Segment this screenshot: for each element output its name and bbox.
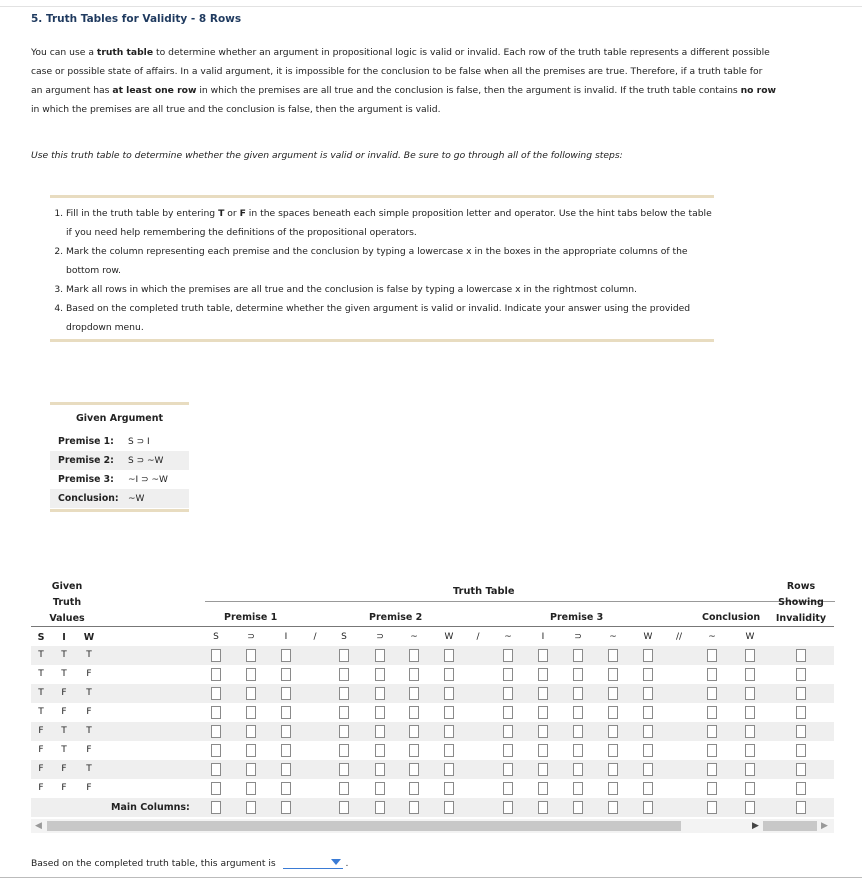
- truth-value-input[interactable]: [281, 649, 291, 662]
- truth-value-input[interactable]: [503, 668, 513, 681]
- column-header: ~: [609, 632, 617, 642]
- intro-text: in which the premises are all true and the conclusion is false, then the argument is invalid. If the truth table contains: [196, 85, 741, 96]
- truth-value-input[interactable]: [745, 668, 755, 681]
- column-header: ~: [410, 632, 418, 642]
- premise-2-row: [50, 451, 189, 470]
- validity-dropdown[interactable]: [283, 857, 343, 869]
- truth-value-input[interactable]: [643, 744, 653, 757]
- truth-value-input[interactable]: [707, 725, 717, 738]
- truth-value-input[interactable]: [444, 744, 454, 757]
- premise-label: Premise 2:: [58, 455, 114, 466]
- truth-value-input[interactable]: [707, 687, 717, 700]
- intro-text: to determine whether an argument in propositional logic is valid or invalid. Each row of the truth table represents a different possible case or possible state of affairs. In a valid argument, it is impossible for the conclusion to be false when all the premises are true. Therefore, if a truth table for an argument has: [31, 47, 770, 96]
- truth-value-input[interactable]: [375, 687, 385, 700]
- scrollbar-thumb[interactable]: [763, 821, 817, 831]
- truth-value-input[interactable]: [339, 725, 349, 738]
- truth-value-input[interactable]: [503, 687, 513, 700]
- main-column-marker-input[interactable]: [608, 801, 618, 814]
- truth-value-input[interactable]: [503, 782, 513, 795]
- invalidity-marker-box[interactable]: [796, 706, 806, 719]
- truth-value-input[interactable]: [503, 725, 513, 738]
- step-bold: T: [218, 208, 225, 219]
- answer-period: .: [345, 858, 349, 869]
- conclusion-header: Conclusion: [702, 612, 761, 623]
- premise-formula: S ⊃ I: [128, 436, 150, 447]
- truth-value-input[interactable]: [246, 763, 256, 776]
- truth-value-input[interactable]: [281, 744, 291, 757]
- truth-value-input[interactable]: [409, 744, 419, 757]
- given-value: T: [38, 650, 44, 660]
- truth-value-input[interactable]: [503, 706, 513, 719]
- header-rule: [31, 626, 834, 627]
- intro-text: in which the premises are all true and the conclusion is false, then the argument is valid.: [31, 104, 441, 115]
- main-column-marker-input[interactable]: [643, 801, 653, 814]
- truth-value-input[interactable]: [281, 668, 291, 681]
- main-column-marker-input[interactable]: [246, 801, 256, 814]
- truth-value-input[interactable]: [339, 668, 349, 681]
- truth-value-input[interactable]: [643, 706, 653, 719]
- given-value: T: [86, 688, 92, 698]
- separator: //: [675, 632, 683, 642]
- column-header: ⊃: [574, 632, 582, 642]
- truth-value-input[interactable]: [409, 782, 419, 795]
- truth-value-input[interactable]: [246, 706, 256, 719]
- truth-value-input[interactable]: [375, 744, 385, 757]
- scroll-left-icon[interactable]: ◀: [35, 821, 42, 831]
- main-column-marker-input[interactable]: [339, 801, 349, 814]
- step-4: 4. Based on the completed truth table, determine whether the given argument is valid or invalid. Indicate your answer using the provided dropdown menu.: [66, 299, 714, 337]
- given-value: F: [86, 669, 92, 679]
- truth-value-input[interactable]: [608, 763, 618, 776]
- given-value: F: [61, 688, 67, 698]
- step-text: Fill in the truth table by entering: [66, 208, 219, 219]
- truth-value-input[interactable]: [246, 744, 256, 757]
- answer-sentence: [31, 857, 348, 869]
- truth-value-input[interactable]: [707, 782, 717, 795]
- truth-value-input[interactable]: [573, 725, 583, 738]
- truth-value-input[interactable]: [211, 649, 221, 662]
- truth-value-input[interactable]: [211, 687, 221, 700]
- truth-value-input[interactable]: [538, 725, 548, 738]
- truth-table-title: Truth Table: [453, 586, 515, 597]
- truth-value-input[interactable]: [375, 668, 385, 681]
- truth-value-input[interactable]: [608, 706, 618, 719]
- truth-value-input[interactable]: [707, 706, 717, 719]
- truth-value-input[interactable]: [375, 725, 385, 738]
- truth-value-input[interactable]: [538, 782, 548, 795]
- column-header: ~: [504, 632, 512, 642]
- column-header: ⊃: [376, 632, 384, 642]
- truth-value-input[interactable]: [246, 668, 256, 681]
- truth-table-rule: [205, 601, 835, 602]
- invalidity-marker-box[interactable]: [796, 744, 806, 757]
- column-header: W: [745, 632, 755, 642]
- page-title: 5. Truth Tables for Validity - 8 Rows: [31, 13, 242, 25]
- truth-value-input[interactable]: [503, 763, 513, 776]
- truth-value-input[interactable]: [211, 725, 221, 738]
- truth-value-input[interactable]: [444, 687, 454, 700]
- table-row: [31, 646, 834, 665]
- premise-label: Premise 3:: [58, 474, 114, 485]
- truth-value-input[interactable]: [444, 763, 454, 776]
- column-header: W: [83, 632, 95, 643]
- truth-value-input[interactable]: [246, 687, 256, 700]
- column-header: W: [444, 632, 454, 642]
- step-bold: F: [239, 208, 246, 219]
- truth-value-input[interactable]: [573, 668, 583, 681]
- intro-bold: truth table: [96, 47, 154, 58]
- intro-text: You can use a: [31, 47, 97, 58]
- main-column-marker-input[interactable]: [538, 801, 548, 814]
- main-column-marker-input[interactable]: [444, 801, 454, 814]
- premise-label: Premise 1:: [58, 436, 114, 447]
- invalidity-marker-box[interactable]: [796, 687, 806, 700]
- given-value: F: [38, 783, 44, 793]
- dropdown-caret-icon[interactable]: [331, 859, 341, 865]
- premise-1-header: Premise 1: [224, 612, 278, 623]
- truth-value-input[interactable]: [538, 687, 548, 700]
- truth-value-input[interactable]: [339, 744, 349, 757]
- separator: /: [476, 632, 480, 642]
- column-header-row: [31, 629, 834, 645]
- truth-value-input[interactable]: [211, 706, 221, 719]
- truth-value-input[interactable]: [444, 649, 454, 662]
- scroll-right-icon[interactable]: ▶: [752, 821, 759, 831]
- main-column-marker-input[interactable]: [745, 801, 755, 814]
- truth-value-input[interactable]: [339, 706, 349, 719]
- truth-value-input[interactable]: [745, 763, 755, 776]
- column-header: I: [284, 632, 288, 642]
- scroll-right-icon[interactable]: ▶: [821, 821, 828, 831]
- given-value: T: [86, 764, 92, 774]
- truth-value-input[interactable]: [246, 649, 256, 662]
- truth-value-input[interactable]: [375, 782, 385, 795]
- given-value: T: [86, 726, 92, 736]
- truth-value-input[interactable]: [211, 668, 221, 681]
- truth-value-input[interactable]: [444, 706, 454, 719]
- truth-value-input[interactable]: [339, 782, 349, 795]
- truth-value-input[interactable]: [608, 687, 618, 700]
- answer-text: Based on the completed truth table, this argument is: [31, 858, 276, 869]
- column-header: ⊃: [247, 632, 255, 642]
- invalidity-marker-box[interactable]: [796, 801, 806, 814]
- horizontal-scrollbar[interactable]: [31, 819, 834, 833]
- given-value: T: [38, 688, 44, 698]
- premise-2-header: Premise 2: [369, 612, 423, 623]
- truth-value-input[interactable]: [643, 782, 653, 795]
- given-value: F: [61, 764, 67, 774]
- truth-value-input[interactable]: [281, 782, 291, 795]
- table-row: [31, 684, 834, 703]
- given-value: F: [86, 783, 92, 793]
- premise-3-row: [50, 470, 189, 489]
- truth-value-input[interactable]: [281, 687, 291, 700]
- given-value: F: [61, 707, 67, 717]
- truth-value-input[interactable]: [643, 668, 653, 681]
- invalidity-marker-box[interactable]: [796, 782, 806, 795]
- scrollbar-thumb[interactable]: [47, 821, 681, 831]
- premise-3-header: Premise 3: [550, 612, 604, 623]
- truth-value-input[interactable]: [608, 744, 618, 757]
- main-column-marker-input[interactable]: [375, 801, 385, 814]
- truth-value-input[interactable]: [538, 744, 548, 757]
- truth-value-input[interactable]: [573, 782, 583, 795]
- instruction-text: Use this truth table to determine whether the given argument is valid or invalid. Be sure to go through all of the following steps:: [31, 150, 623, 161]
- intro-bold: no row: [740, 85, 776, 96]
- conclusion-row: [50, 489, 189, 508]
- invalidity-marker-box[interactable]: [796, 649, 806, 662]
- truth-value-input[interactable]: [643, 725, 653, 738]
- premise-formula: ~I ⊃ ~W: [128, 474, 168, 485]
- truth-value-input[interactable]: [745, 687, 755, 700]
- truth-value-input[interactable]: [538, 763, 548, 776]
- bottom-border: [0, 877, 862, 878]
- truth-value-input[interactable]: [573, 763, 583, 776]
- given-value: T: [38, 669, 44, 679]
- given-value: T: [86, 650, 92, 660]
- truth-value-input[interactable]: [538, 649, 548, 662]
- truth-value-input[interactable]: [246, 725, 256, 738]
- given-truth-values-header: Given Truth Values: [49, 581, 85, 624]
- truth-value-input[interactable]: [745, 706, 755, 719]
- truth-value-input[interactable]: [745, 649, 755, 662]
- table-row: [31, 722, 834, 741]
- step-1: [66, 204, 714, 242]
- given-value: T: [61, 650, 67, 660]
- truth-value-input[interactable]: [211, 782, 221, 795]
- truth-value-input[interactable]: [281, 763, 291, 776]
- truth-value-input[interactable]: [339, 763, 349, 776]
- main-columns-row: [31, 798, 834, 817]
- separator: /: [313, 632, 317, 642]
- truth-value-input[interactable]: [444, 725, 454, 738]
- truth-value-input[interactable]: [608, 649, 618, 662]
- intro-bold: at least one row: [112, 85, 197, 96]
- step-3: 3. Mark all rows in which the premises are all true and the conclusion is false by typing a lowercase x in the rightmost column.: [66, 280, 714, 299]
- truth-value-input[interactable]: [375, 706, 385, 719]
- truth-value-input[interactable]: [707, 649, 717, 662]
- conclusion-formula: ~W: [128, 493, 145, 504]
- premise-1-row: [50, 432, 189, 451]
- steps-box: [50, 195, 714, 342]
- truth-value-input[interactable]: [573, 649, 583, 662]
- given-value: T: [61, 669, 67, 679]
- main-column-marker-input[interactable]: [281, 801, 291, 814]
- truth-value-input[interactable]: [608, 782, 618, 795]
- step-2: 2. Mark the column representing each premise and the conclusion by typing a lowercase x in the boxes in the appropriate columns of the bottom row.: [66, 242, 714, 280]
- table-row: [31, 741, 834, 760]
- truth-value-input[interactable]: [707, 668, 717, 681]
- truth-value-input[interactable]: [745, 725, 755, 738]
- truth-value-input[interactable]: [444, 668, 454, 681]
- table-row: [31, 703, 834, 722]
- truth-value-input[interactable]: [409, 725, 419, 738]
- truth-value-input[interactable]: [503, 744, 513, 757]
- truth-value-input[interactable]: [643, 687, 653, 700]
- truth-value-input[interactable]: [643, 649, 653, 662]
- truth-value-input[interactable]: [281, 706, 291, 719]
- main-column-marker-input[interactable]: [409, 801, 419, 814]
- main-columns-label: Main Columns:: [111, 802, 190, 813]
- truth-value-input[interactable]: [608, 668, 618, 681]
- truth-value-input[interactable]: [573, 744, 583, 757]
- column-header: S: [213, 632, 219, 642]
- given-value: F: [86, 707, 92, 717]
- truth-value-input[interactable]: [409, 763, 419, 776]
- given-argument-heading: Given Argument: [75, 413, 163, 424]
- truth-value-input[interactable]: [375, 763, 385, 776]
- truth-value-input[interactable]: [281, 725, 291, 738]
- truth-value-input[interactable]: [707, 763, 717, 776]
- main-column-marker-input[interactable]: [573, 801, 583, 814]
- truth-value-input[interactable]: [745, 744, 755, 757]
- column-header: ~: [708, 632, 716, 642]
- given-value: F: [38, 726, 44, 736]
- table-row: [31, 779, 834, 798]
- truth-value-input[interactable]: [608, 725, 618, 738]
- given-value: F: [61, 783, 67, 793]
- column-header: I: [62, 632, 66, 643]
- main-column-marker-input[interactable]: [503, 801, 513, 814]
- table-row: [31, 760, 834, 779]
- conclusion-label: Conclusion:: [58, 493, 119, 504]
- column-header: S: [37, 632, 45, 643]
- truth-value-input[interactable]: [409, 706, 419, 719]
- main-column-marker-input[interactable]: [211, 801, 221, 814]
- truth-value-input[interactable]: [339, 687, 349, 700]
- truth-value-input[interactable]: [246, 782, 256, 795]
- intro-paragraph: [31, 43, 776, 119]
- truth-value-input[interactable]: [643, 763, 653, 776]
- truth-value-input[interactable]: [707, 744, 717, 757]
- given-value: F: [86, 745, 92, 755]
- invalidity-marker-box[interactable]: [796, 725, 806, 738]
- truth-value-input[interactable]: [375, 649, 385, 662]
- main-column-marker-input[interactable]: [707, 801, 717, 814]
- truth-value-input[interactable]: [538, 706, 548, 719]
- given-value: F: [38, 764, 44, 774]
- premise-formula: S ⊃ ~W: [128, 455, 164, 466]
- truth-value-input[interactable]: [409, 649, 419, 662]
- column-header: I: [541, 632, 545, 642]
- truth-value-input[interactable]: [573, 706, 583, 719]
- given-value: T: [61, 726, 67, 736]
- invalidity-marker-box[interactable]: [796, 763, 806, 776]
- given-argument-box: [50, 402, 189, 512]
- truth-value-input[interactable]: [339, 649, 349, 662]
- truth-value-input[interactable]: [503, 649, 513, 662]
- truth-value-input[interactable]: [444, 782, 454, 795]
- truth-value-input[interactable]: [573, 687, 583, 700]
- step-text: in the spaces beneath each simple proposition letter and operator. Use the hint tabs below the table if you need help remembering the definitions of the propositional operators.: [66, 208, 712, 238]
- given-value: T: [61, 745, 67, 755]
- table-row: [31, 665, 834, 684]
- given-value: F: [38, 745, 44, 755]
- column-header: S: [341, 632, 347, 642]
- step-text: or: [224, 208, 240, 219]
- truth-value-input[interactable]: [211, 763, 221, 776]
- truth-value-input[interactable]: [211, 744, 221, 757]
- truth-value-input[interactable]: [409, 668, 419, 681]
- truth-value-input[interactable]: [409, 687, 419, 700]
- truth-value-input[interactable]: [538, 668, 548, 681]
- truth-value-input[interactable]: [745, 782, 755, 795]
- given-value: T: [38, 707, 44, 717]
- rows-showing-invalidity-header: Rows Showing Invalidity: [775, 581, 827, 624]
- column-header: W: [643, 632, 653, 642]
- top-border: [0, 0, 862, 7]
- invalidity-marker-box[interactable]: [796, 668, 806, 681]
